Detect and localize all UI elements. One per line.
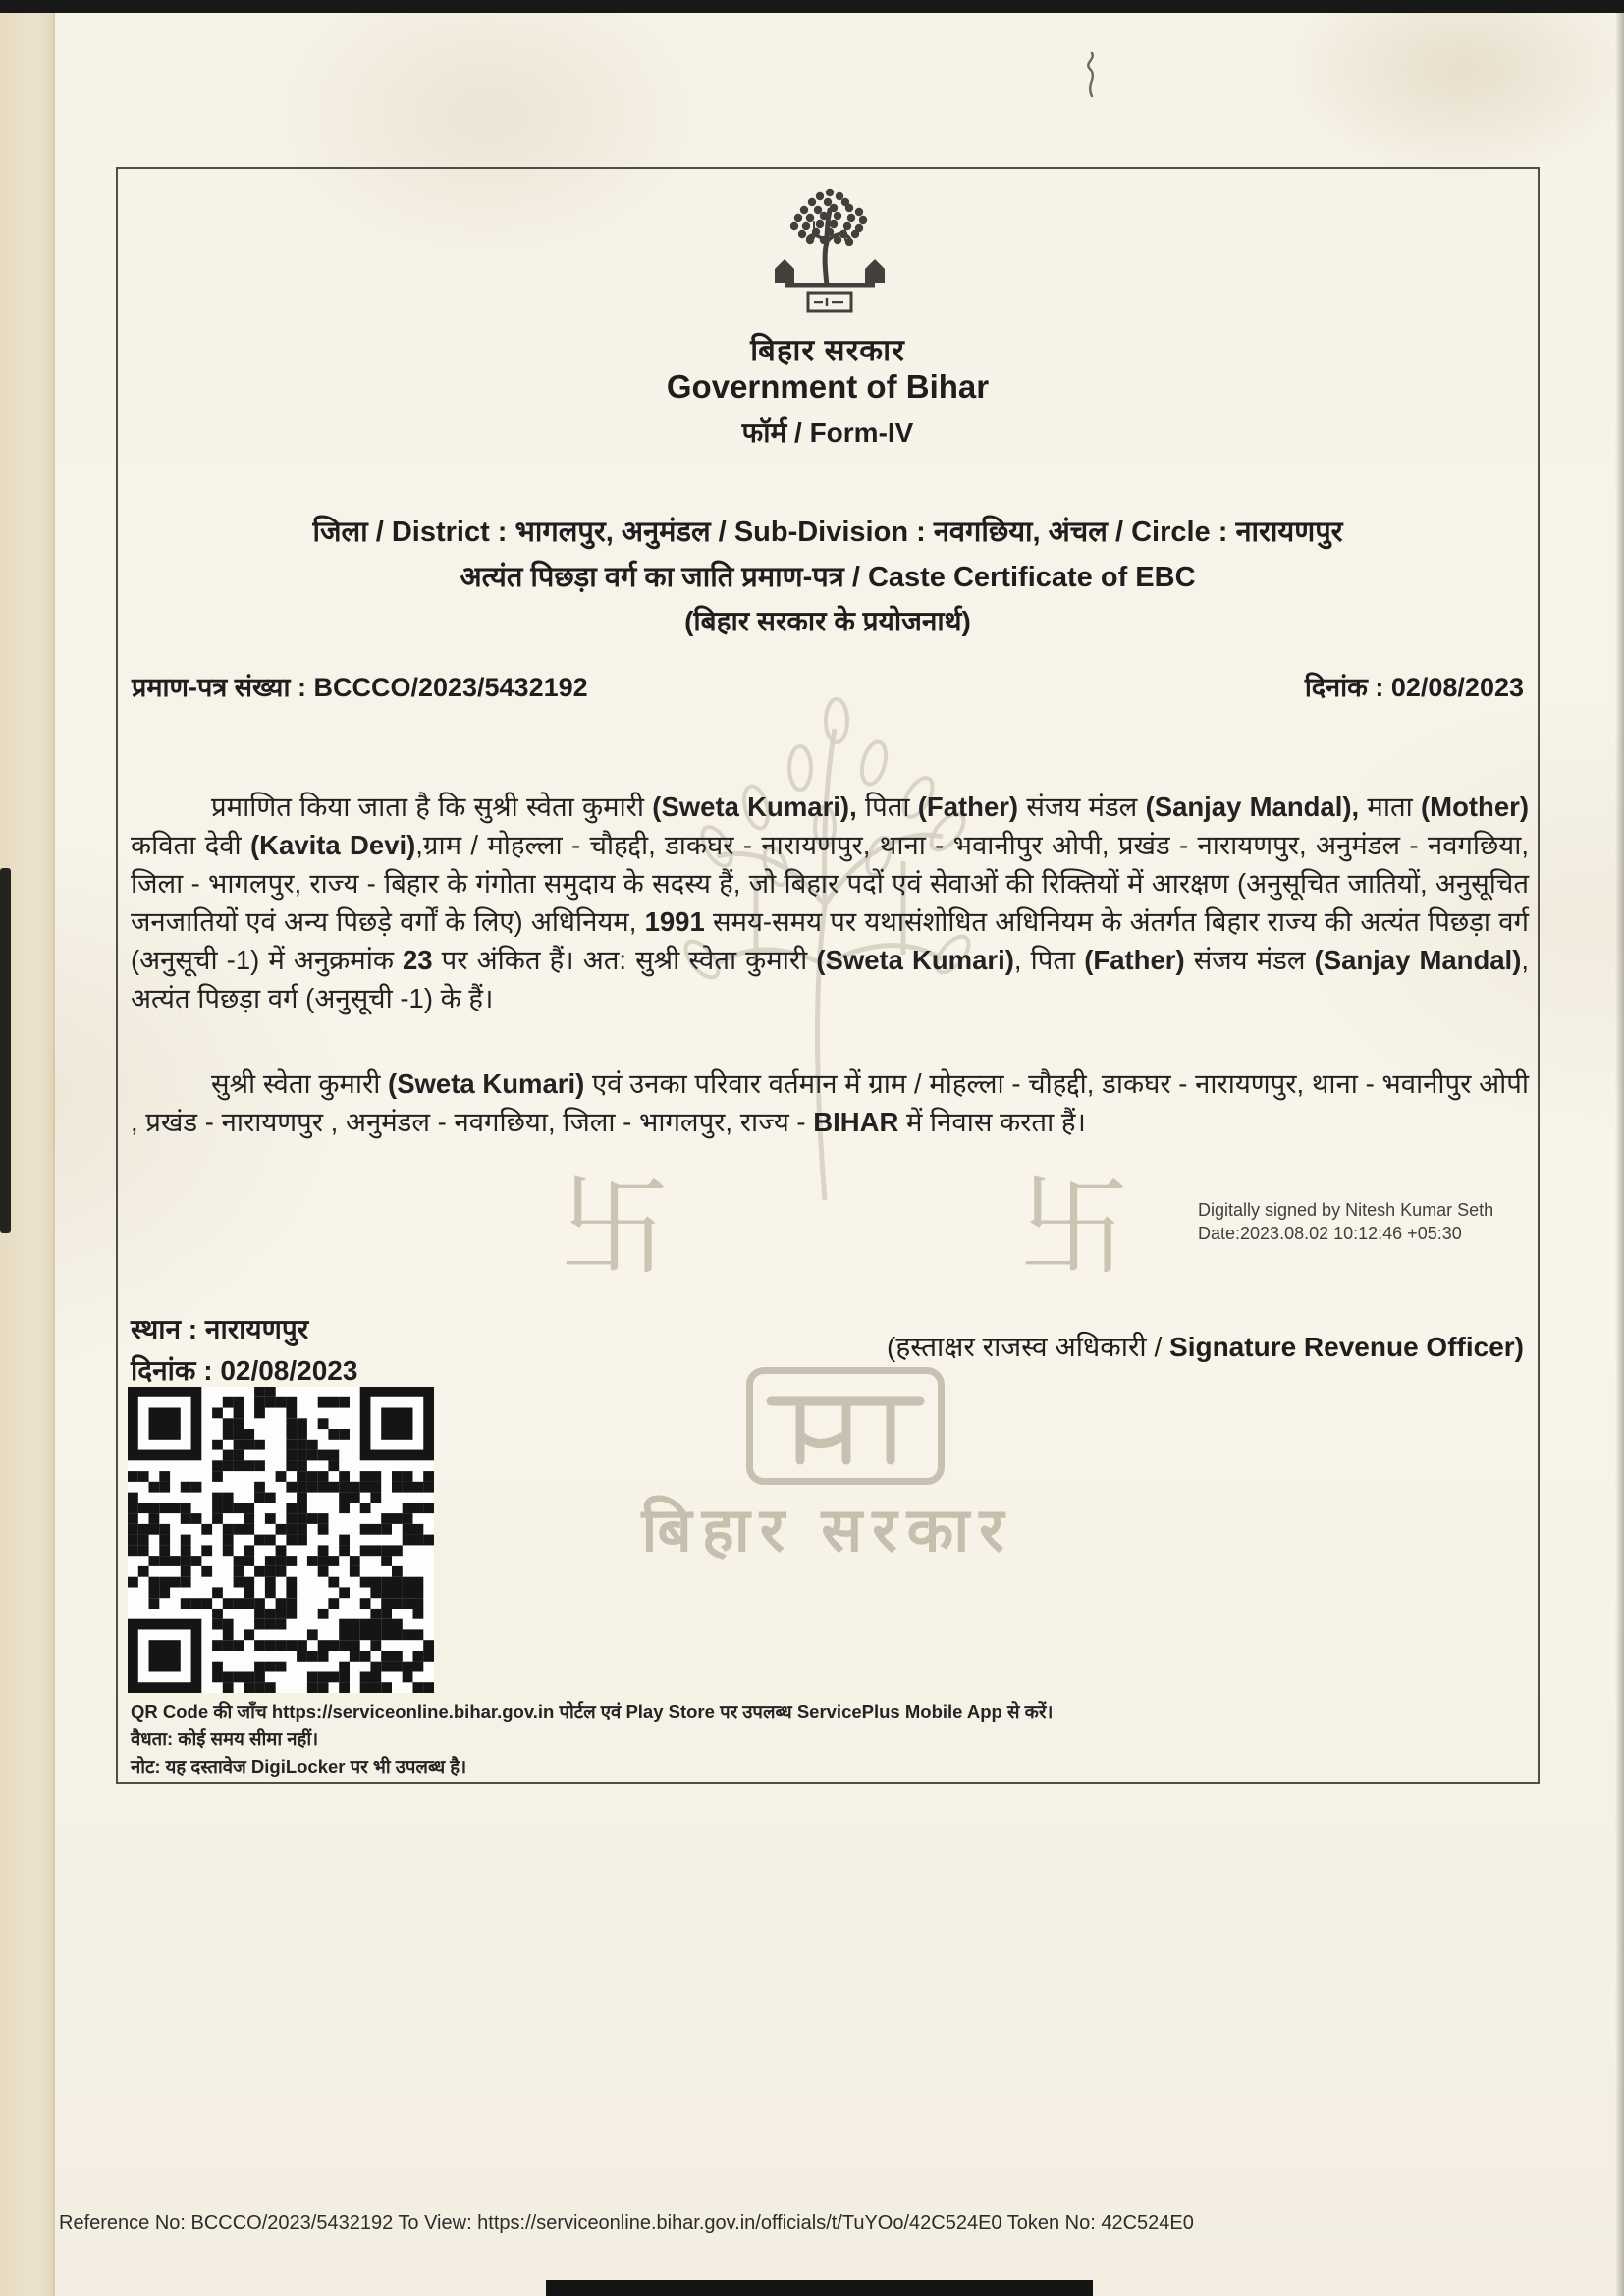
scan-artifact-bottom-bar xyxy=(546,2280,1093,2296)
digital-signature-block xyxy=(1198,1198,1493,1245)
digilocker-note: नोट: यह दस्तावेज DigiLocker पर भी उपलब्ध है। xyxy=(131,1756,467,1777)
digital-signature-line-2: Date:2023.08.02 10:12:46 +05:30 xyxy=(1198,1224,1462,1243)
issue-date: दिनांक : 02/08/2023 xyxy=(1304,673,1524,702)
ink-mark xyxy=(1080,51,1108,105)
scan-artifact-right-edge xyxy=(1615,0,1624,2296)
bihar-emblem-icon xyxy=(771,181,889,318)
qr-code xyxy=(128,1387,434,1693)
reference-footer-line: Reference No: BCCCO/2023/5432192 To View: https://serviceonline.bihar.gov.in/officials/t/TuYOo/42C524E0 Token No: 42C524E0 xyxy=(59,2213,1194,2234)
signature-date-line: दिनांक : 02/08/2023 xyxy=(131,1355,358,1386)
bihar-emblem xyxy=(712,181,947,323)
government-title-hindi: बिहार सरकार xyxy=(750,333,905,367)
certificate-title-line: अत्यंत पिछड़ा वर्ग का जाति प्रमाण-पत्र / Caste Certificate of EBC xyxy=(460,562,1196,593)
seal-box-watermark-icon xyxy=(746,1367,945,1485)
validity-note: वैधता: कोई समय सीमा नहीं। xyxy=(131,1728,319,1749)
qr-verification-note: QR Code की जाँच https://serviceonline.bihar.gov.in पोर्टल एवं Play Store पर उपलब्ध ServicePlus Mobile App से करें। xyxy=(131,1701,1054,1722)
scan-artifact-top-bar xyxy=(0,0,1624,13)
certificate-body-paragraph-1: प्रमाणित किया जाता है कि सुश्री स्वेता कुमारी (Sweta Kumari), पिता (Father) संजय मंडल (Sanjay Mandal), माता (Mother) कविता देवी (Kavita Devi),ग्राम / मोहल्ला - चौहद्दी, डाकघर - नारायणपुर, थाना - भवानीपुर ओपी, प्रखंड - नारायणपुर, अनुमंडल - नवगछिया, जिला - भागलपुर, राज्य - बिहार के गंगोता समुदाय के सदस्य हैं, जो बिहार पदों एवं सेवाओं की रिक्तियों में आरक्षण (अनुसूचित जातियों, अनुसूचित जनजातियों एवं अन्य पिछड़े वर्गों के लिए) अधिनियम, 1991 समय-समय पर यथासंशोधित अधिनियम के अंतर्गत बिहार राज्य की अत्यंत पिछड़ा वर्ग (अनुसूची -1) में अनुक्रमांक 23 पर अंकित हैं। अत: सुश्री स्वेता कुमारी (Sweta Kumari), पिता (Father) संजय मंडल (Sanjay Mandal), अत्यंत पिछड़ा वर्ग (अनुसूची -1) के हैं। xyxy=(131,792,1529,1013)
district-subdivision-circle-line: जिला / District : भागलपुर, अनुमंडल / Sub-Division : नवगछिया, अंचल / Circle : नारायणपुर xyxy=(312,517,1343,548)
purpose-line: (बिहार सरकार के प्रयोजनार्थ) xyxy=(684,606,971,636)
form-number-line: फॉर्म / Form-IV xyxy=(741,417,914,448)
ink-squiggle-icon xyxy=(1080,51,1108,100)
certificate-border xyxy=(116,167,1540,1784)
certificate-number: प्रमाण-पत्र संख्या : BCCCO/2023/5432192 xyxy=(132,673,588,702)
government-title-english: Government of Bihar xyxy=(666,368,990,405)
scan-artifact-left-dark-strip xyxy=(0,868,11,1233)
bihar-sarkar-watermark-text: बिहार सरकार xyxy=(641,1497,1014,1564)
digital-signature-line-1: Digitally signed by Nitesh Kumar Seth xyxy=(1198,1200,1494,1220)
certificate-body-paragraph-2: सुश्री स्वेता कुमारी (Sweta Kumari) एवं उनका परिवार वर्तमान में ग्राम / मोहल्ला - चौहद्दी, डाकघर - नारायणपुर, थाना - भवानीपुर ओपी , प्रखंड - नारायणपुर , अनुमंडल - नवगछिया, जिला - भागलपुर, राज्य - BIHAR में निवास करता हैं। xyxy=(131,1068,1529,1137)
swastika-watermark-right-icon: 卐 xyxy=(1019,1166,1129,1288)
swastika-watermark-left-icon: 卐 xyxy=(560,1166,670,1288)
place-line: स्थान : नारायणपुर xyxy=(131,1314,309,1344)
revenue-officer-signature-label: (हस्ताक्षर राजस्व अधिकारी / Signature Revenue Officer) xyxy=(887,1332,1524,1362)
